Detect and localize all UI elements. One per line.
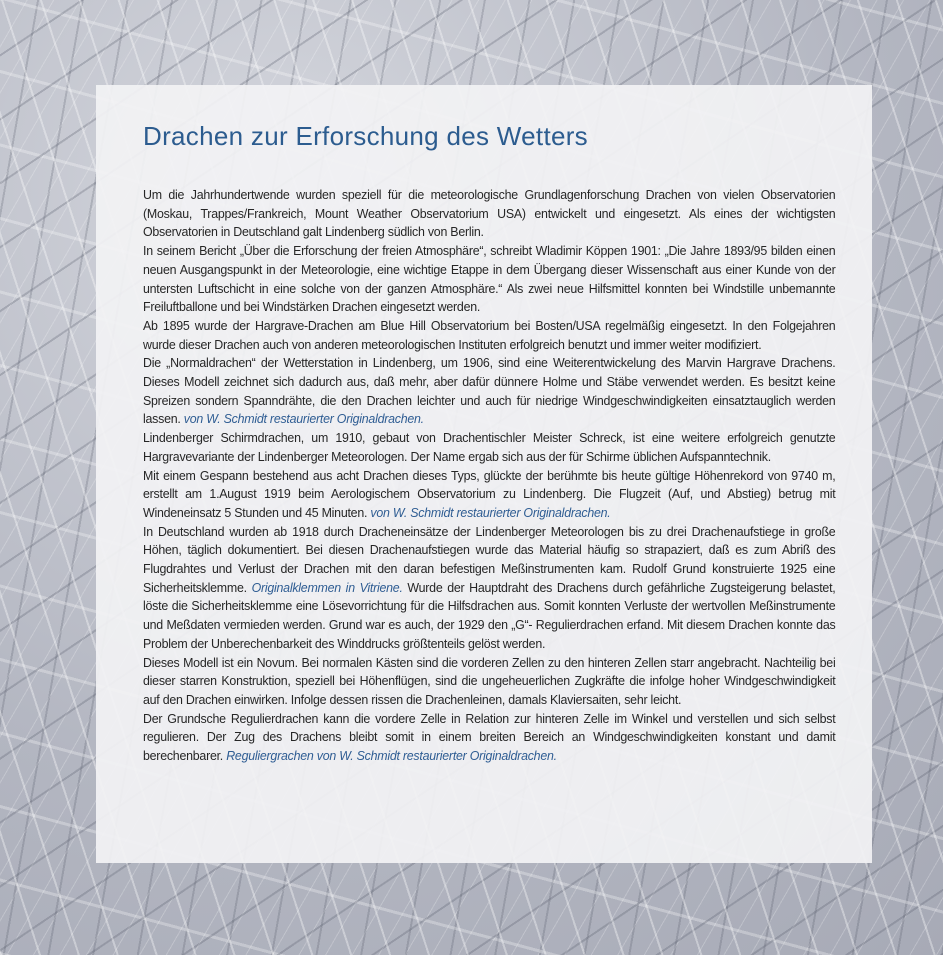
normaldrachen-reference: von W. Schmidt restaurierter Originaldrachen. xyxy=(183,412,424,427)
paragraph-regulierdrachen xyxy=(143,710,835,766)
regulierdrachen-reference: Reguliergrachen von W. Schmidt restaurierter Originaldrachen. xyxy=(226,749,557,764)
normaldrachen-text: Die „Normaldrachen“ der Wetterstation in Lindenberg, um 1906, sind eine Weiterentwickelung des Marvin Hargrave Drachens. Dieses Modell zeichnet sich dadurch aus, daß mehr, aber dafür dünnere Holme und Stäbe verwendet werden. Es besitzt keine Spreizen sondern Spanndrähte, die den Drachen leichter und auch für niedrige Windgeschwindigkeiten einsatztauglich werden lassen. xyxy=(143,356,836,427)
paragraph-novum: Dieses Modell ist ein Novum. Bei normalen Kästen sind die vorderen Zellen zu den hinteren Zellen starr angebracht. Nachteilig bei dieser starren Konstruktion, speziell bei Höhenflügen, sind die ungeheuerlichen Zugkräfte die infolge hoher Windgeschwindigkeit auf den Drachen einwirken. Infolge dessen rissen die Drachenleinen, damals Klaviersaiten, sehr leicht. xyxy=(143,655,836,707)
regulierdrachen-text: Der Grundsche Regulierdrachen kann die vordere Zelle in Relation zur hinteren Zelle im Winkel und verstellen und sich selbst regulieren. Der Zug des Drachens bleibt somit in einem breiten Bereich an Windgeschwindigkeiten konstant und damit berechenbarer. xyxy=(143,711,836,764)
text-panel xyxy=(96,85,872,863)
page-title: Drachen zur Erforschung des Wetters xyxy=(143,121,588,151)
height-record-text: Mit einem Gespann bestehend aus acht Drachen dieses Typs, glückte der berühmte bis heute gültige Höhenrekord von 9740 m, erstellt am 1.August 1919 beim Aerologischem Observatorium zu Lindenberg. Die Flugzeit (Auf, und Abstieg) betrug mit Windeneinsatz 5 Stunden und 45 Minuten. xyxy=(143,468,836,520)
safety-clamp-reference: Originalklemmen in Vitriene. xyxy=(251,580,403,595)
paragraph-observatories: Um die Jahrhundertwende wurden speziell für die meteorologische Grundlagenforschung Drachen von vielen Observatorien (Moskau, Trappes/Frankreich, Mount Weather Observatorium USA) entwickelt und eingesetzt. Als eines der wichtigsten Observatorien in Deutschland galt Lindenberg südlich von Berlin. xyxy=(143,188,836,240)
article-body xyxy=(143,186,846,766)
paragraph-schirmdrachen: Lindenberger Schirmdrachen, um 1910, gebaut von Drachentischler Meister Schreck, ist eine weitere erfolgreich genutzte Hargravevariante der Lindenberger Meteorologen. Der Name ergab sich aus der für Schirme üblichen Aufspanntechnik. xyxy=(143,431,836,464)
paragraph-koeppen-report: In seinem Bericht „Über die Erforschung der freien Atmosphäre“, schreibt Wladimir Köppen 1901: „Die Jahre 1893/95 bilden einen neuen Ausgangspunkt in der Meteorologie, eine wichtige Etappe in dem Übergang dieser Wissenschaft aus einer Kunde von der untersten Luftschicht in eine solche von der ganzen Atmosphäre.“ Als zwei neue Hilfsmittel konnten bei Windstille unbemannte Freiluftballone und bei Windstärken Drachen eingesetzt werden. xyxy=(143,244,836,315)
paragraph-normaldrachen xyxy=(143,354,835,429)
height-record-reference: von W. Schmidt restaurierter Originaldrachen. xyxy=(370,505,611,520)
safety-clamp-text-a: In Deutschland wurden ab 1918 durch Dracheneinsätze der Lindenberger Meteorologen bis zu drei Drachenaufstiege in große Höhen, täglich dokumentiert. Bei diesen Drachenaufstiegen wurde das Material häufig so strapaziert, daß es zum Abriß des Flugdrahtes und Verlust der Drachen mit den daran befestigen Meßinstrumenten kam. Rudolf Grund konstruierte 1925 eine Sicherheitsklemme. xyxy=(143,524,836,595)
paragraph-safety-clamp xyxy=(143,523,835,654)
safety-clamp-text-b: Wurde der Hauptdraht des Drachens durch gefährliche Zugsteigerung belastet, löste die Sicherheitsklemme eine Lösevorrichtung für die Hilfsdrachen aus. Somit konnten Verluste der wertvollen Meßinstrumente und Meßdaten vermieden werden. Grund war es auch, der 1929 den „G“- Regulierdrachen erfand. Mit diesem Drachen konnte das Problem der Unberechenbarkeit des Winddrucks größtenteils gelöst werden. xyxy=(143,580,836,651)
paragraph-hargrave-kite: Ab 1895 wurde der Hargrave-Drachen am Blue Hill Observatorium bei Bosten/USA regelmäßig eingesetzt. In den Folgejahren wurde dieser Drachen auch von anderen meteorologischen Instituten erfolgreich benutzt und immer weiter modifiziert. xyxy=(143,318,836,352)
paragraph-height-record xyxy=(143,467,835,523)
